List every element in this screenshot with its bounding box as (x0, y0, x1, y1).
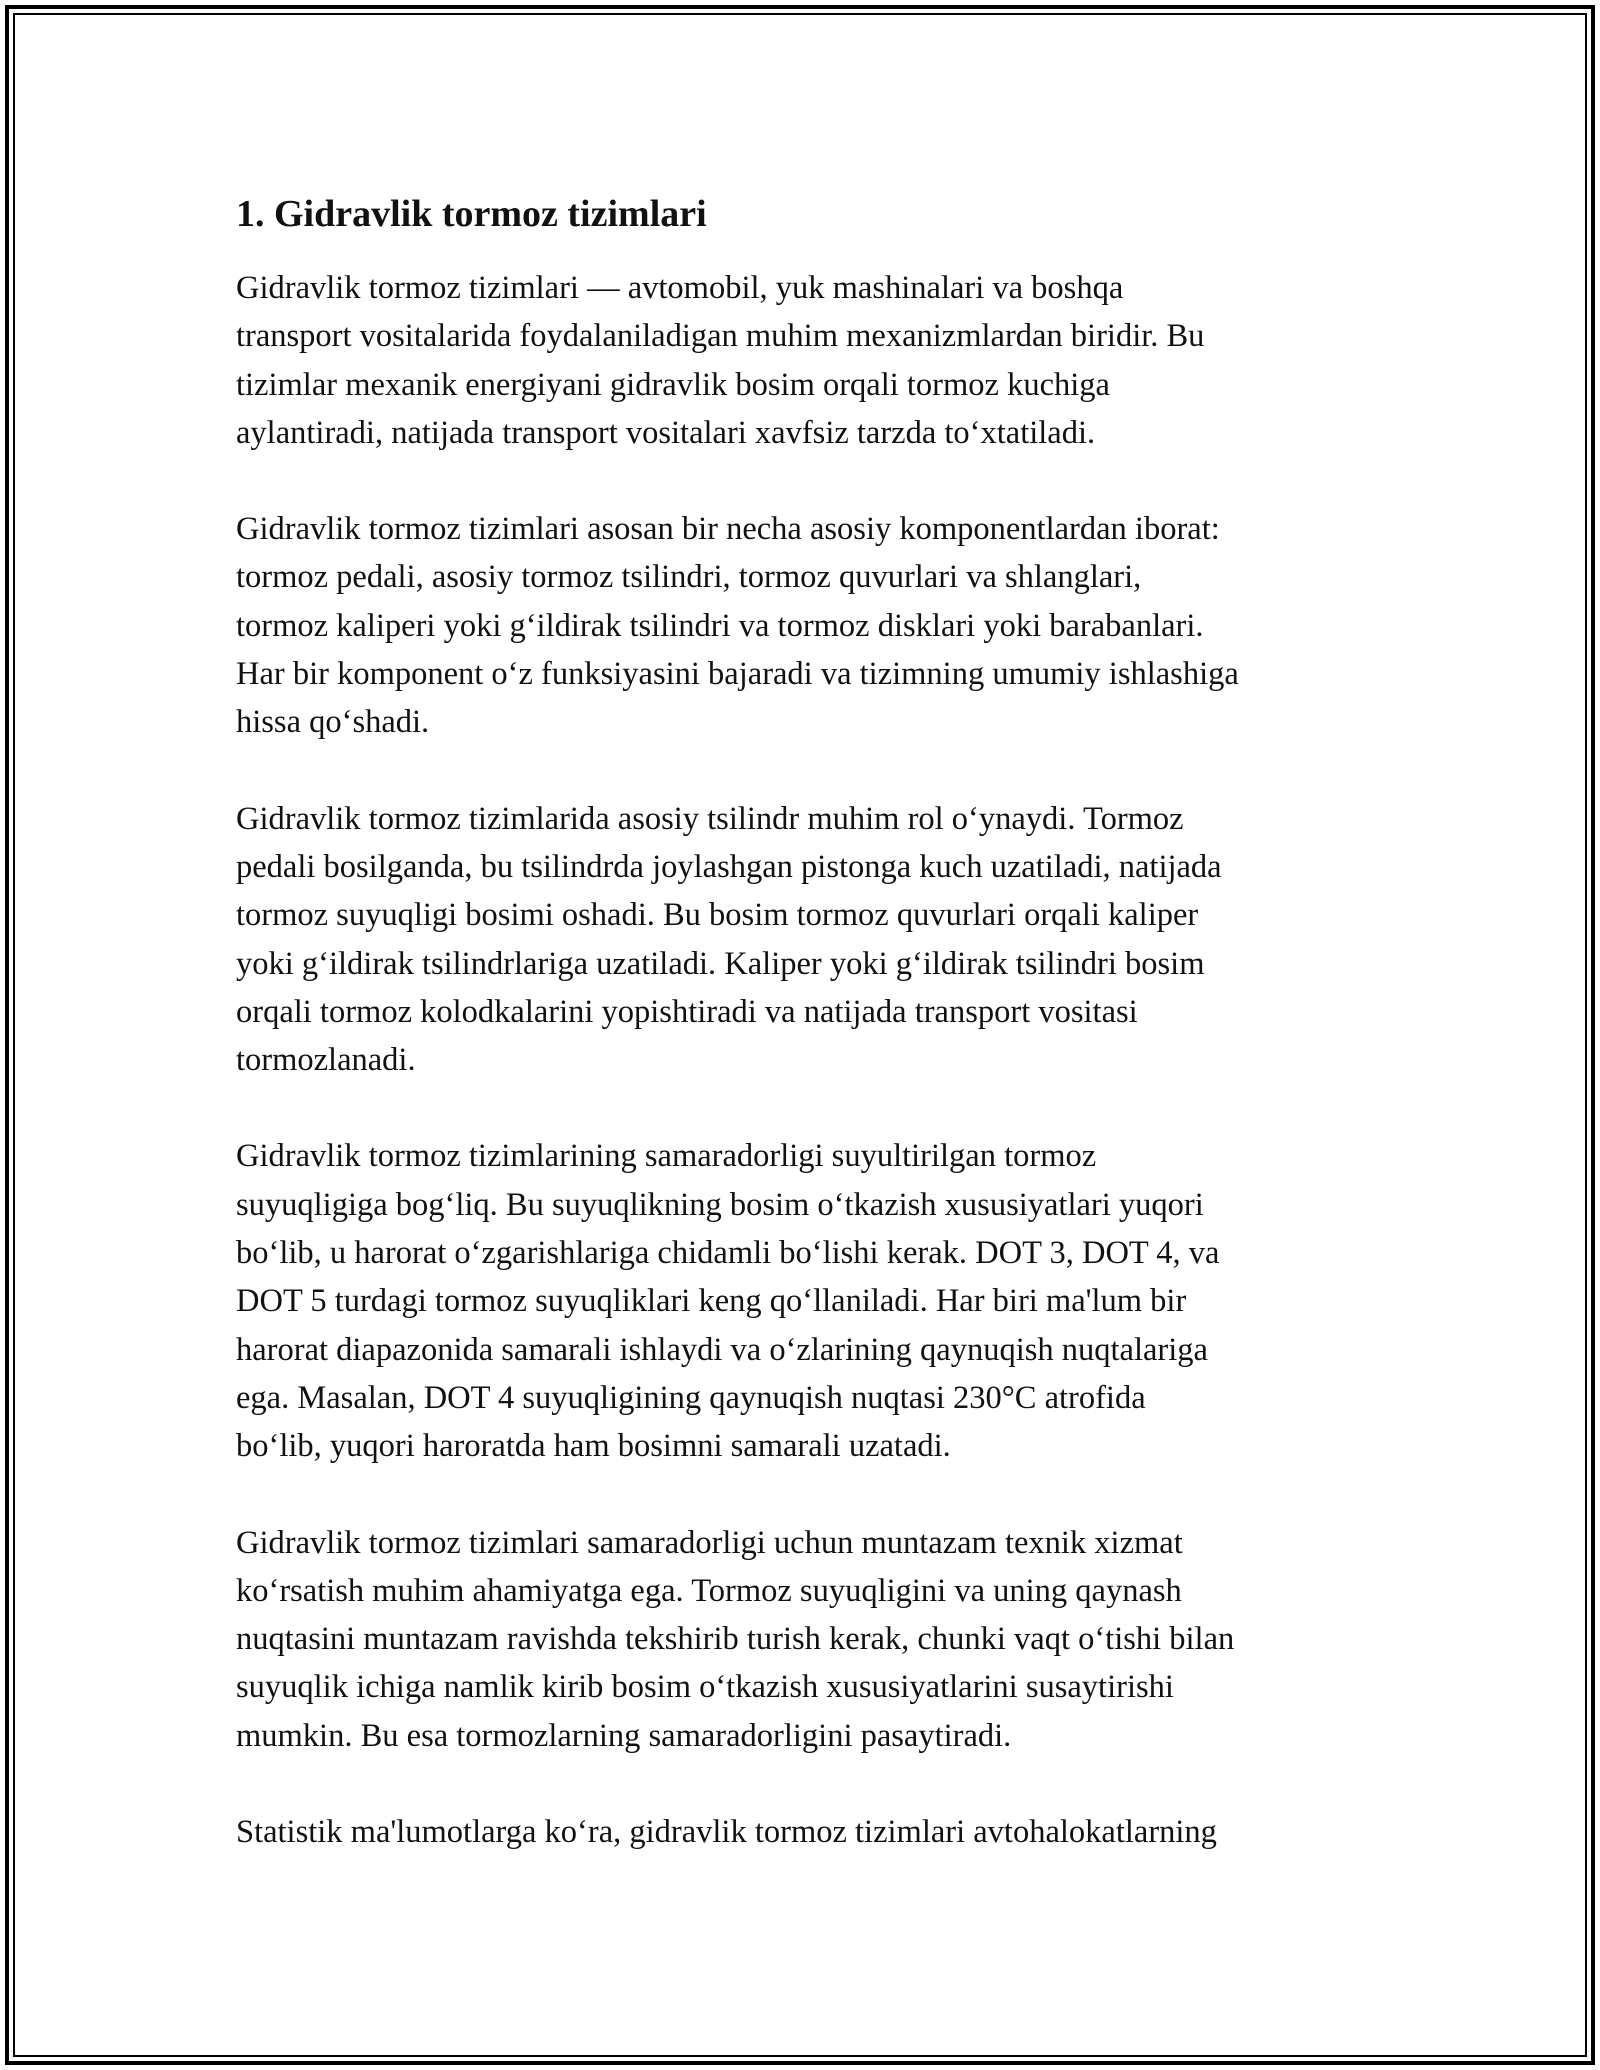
text-line: suyuqligiga bog‘liq. Bu suyuqlikning bosim o‘tkazish xususiyatlari yuqori (236, 1186, 1204, 1223)
text-line: transport vositalarida foydalaniladigan muhim mexanizmlardan biridir. Bu (236, 318, 1205, 355)
paragraph-brake-fluid (236, 1132, 1386, 1470)
text-line: ega. Masalan, DOT 4 suyuqligining qaynuqish nuqtasi 230°C atrofida (236, 1379, 1146, 1416)
text-line: tormozlanadi. (236, 1042, 416, 1079)
document-body (236, 186, 1386, 1904)
paragraph-statistics (236, 1808, 1386, 1856)
text-line: suyuqlik ichiga namlik kirib bosim o‘tkazish xususiyatlarini susaytirishi (236, 1669, 1174, 1706)
text-line: ko‘rsatish muhim ahamiyatga ega. Tormoz suyuqligini va uning qaynash (236, 1572, 1182, 1609)
text-line: Gidravlik tormoz tizimlari asosan bir necha asosiy komponentlardan iborat: (236, 511, 1220, 548)
paragraph-master-cylinder (236, 795, 1386, 1085)
text-line: yoki g‘ildirak tsilindrlariga uzatiladi. Kaliper yoki g‘ildirak tsilindri bosim (236, 945, 1205, 982)
text-line: aylantiradi, natijada transport vositalari xavfsiz tarzda to‘xtatiladi. (236, 414, 1096, 451)
text-line: Gidravlik tormoz tizimlarining samaradorligi suyultirilgan tormoz (236, 1138, 1097, 1175)
text-line: harorat diapazonida samarali ishlaydi va o‘zlarining qaynuqish nuqtalariga (236, 1331, 1208, 1368)
text-line: Gidravlik tormoz tizimlari samaradorligi uchun muntazam texnik xizmat (236, 1524, 1183, 1561)
paragraph-intro (236, 264, 1386, 457)
text-line: tormoz pedali, asosiy tormoz tsilindri, tormoz quvurlari va shlanglari, (236, 559, 1142, 596)
section-heading: 1. Gidravlik tormoz tizimlari (236, 193, 707, 235)
paragraph-maintenance (236, 1519, 1386, 1760)
text-line: Har bir komponent o‘z funksiyasini bajaradi va tizimning umumiy ishlashiga (236, 656, 1239, 693)
paragraph-components (236, 505, 1386, 746)
text-line: bo‘lib, u harorat o‘zgarishlariga chidamli bo‘lishi kerak. DOT 3, DOT 4, va (236, 1235, 1220, 1272)
text-line: Gidravlik tormoz tizimlari — avtomobil, yuk mashinalari va boshqa (236, 270, 1124, 306)
text-line: Gidravlik tormoz tizimlarida asosiy tsilindr muhim rol o‘ynaydi. Tormoz (236, 800, 1184, 837)
text-line: mumkin. Bu esa tormozlarning samaradorligini pasaytiradi. (236, 1717, 1012, 1754)
text-line: tormoz kaliperi yoki g‘ildirak tsilindri va tormoz disklari yoki barabanlari. (236, 607, 1204, 644)
text-line: orqali tormoz kolodkalarini yopishtiradi va natijada transport vositasi (236, 993, 1138, 1030)
text-line: tormoz suyuqligi bosimi oshadi. Bu bosim tormoz quvurlari orqali kaliper (236, 897, 1199, 934)
text-line: DOT 5 turdagi tormoz suyuqliklari keng qo‘llaniladi. Har biri ma'lum bir (236, 1283, 1187, 1320)
text-line: pedali bosilganda, bu tsilindrda joylashgan pistonga kuch uzatiladi, natijada (236, 848, 1222, 885)
text-line: nuqtasini muntazam ravishda tekshirib turish kerak, chunki vaqt o‘tishi bilan (236, 1621, 1235, 1658)
text-line: hissa qo‘shadi. (236, 704, 430, 741)
text-line: bo‘lib, yuqori haroratda ham bosimni samarali uzatadi. (236, 1428, 951, 1465)
text-line: tizimlar mexanik energiyani gidravlik bosim orqali tormoz kuchiga (236, 366, 1110, 403)
text-line: Statistik ma'lumotlarga ko‘ra, gidravlik tormoz tizimlari avtohalokatlarning (236, 1814, 1217, 1851)
